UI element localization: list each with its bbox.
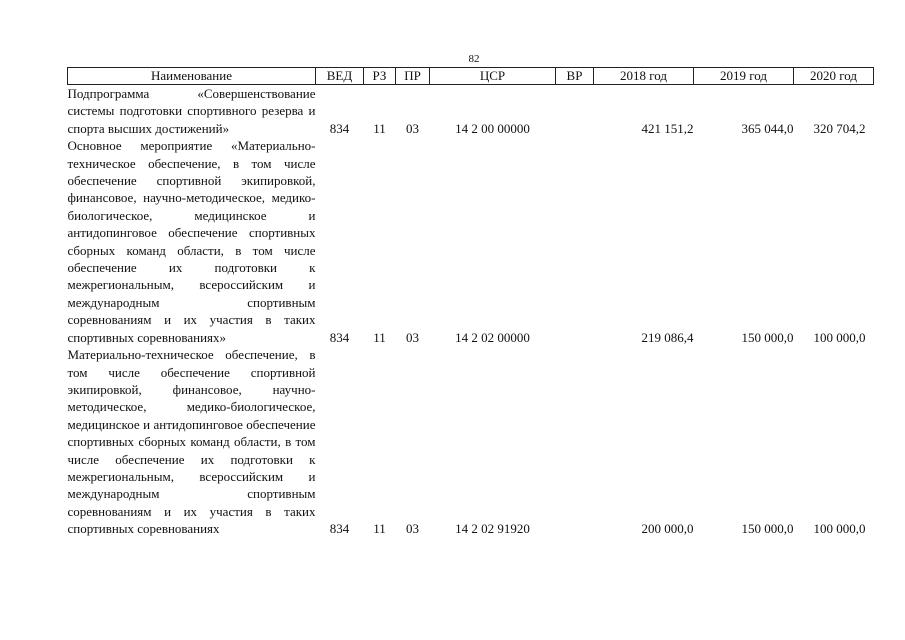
row-2019: 150 000,0 xyxy=(741,329,794,345)
header-ved: ВЕД xyxy=(316,68,364,85)
row-vr xyxy=(556,85,594,138)
row-2018: 421 151,2 xyxy=(641,120,694,136)
header-2019: 2019 год xyxy=(694,68,794,85)
row-name: Подпрограмма «Совершенствование системы подготовки спортивного резерва и спорта высших достижений» xyxy=(67,86,316,136)
row-2019: 150 000,0 xyxy=(741,521,794,537)
row-csr: 14 2 02 91920 xyxy=(455,521,530,537)
header-row xyxy=(68,68,874,85)
row-name: Основное мероприятие «Материально-техническое обеспечение, в том числе обеспечение спортивной экипировкой, финансовое, научно-методическое, медико-биологическое, медицинское и антидопинговое обеспечение спортивных сборных команд области, в том числе обеспечение их подготовки к межрегиональным, всероссийским и международным спортивным соревнованиям и их участия в таких спортивных соревнованиях» xyxy=(67,138,316,345)
header-2020: 2020 год xyxy=(794,68,874,85)
row-2019: 365 044,0 xyxy=(741,120,794,136)
row-pr: 03 xyxy=(406,521,419,537)
row-2018: 200 000,0 xyxy=(641,521,694,537)
row-pr: 03 xyxy=(406,329,419,345)
row-vr xyxy=(556,137,594,346)
page-number: 82 xyxy=(468,53,480,65)
header-pr: ПР xyxy=(396,68,430,85)
row-2018: 219 086,4 xyxy=(641,329,694,345)
row-2020: 100 000,0 xyxy=(813,521,866,537)
row-pr: 03 xyxy=(406,120,419,136)
budget-table xyxy=(67,67,874,538)
header-rz: РЗ xyxy=(364,68,396,85)
row-ved: 834 xyxy=(329,521,350,537)
table-row xyxy=(68,85,874,138)
table-row xyxy=(68,137,874,346)
row-csr: 14 2 02 00000 xyxy=(455,329,530,345)
header-csr: ЦСР xyxy=(430,68,556,85)
row-ved: 834 xyxy=(329,329,350,345)
row-rz: 11 xyxy=(373,120,386,136)
row-rz: 11 xyxy=(373,521,386,537)
header-name: Наименование xyxy=(68,68,316,85)
row-vr xyxy=(556,346,594,537)
header-vr: ВР xyxy=(556,68,594,85)
row-name: Материально-техническое обеспечение, в том числе обеспечение спортивной экипировкой, финансовое, научно-методическое, медико-биологическое, медицинское и антидопинговое обеспечение спортивных сборных команд области, в том числе обеспечение их подготовки к межрегиональным, всероссийским и международным спортивным соревнованиям и их участия в таких спортивных соревнованиях xyxy=(67,347,316,537)
header-2018: 2018 год xyxy=(594,68,694,85)
row-rz: 11 xyxy=(373,329,386,345)
row-2020: 320 704,2 xyxy=(813,120,866,136)
table-row xyxy=(68,346,874,537)
row-csr: 14 2 00 00000 xyxy=(455,120,530,136)
row-2020: 100 000,0 xyxy=(813,329,866,345)
row-ved: 834 xyxy=(329,120,350,136)
